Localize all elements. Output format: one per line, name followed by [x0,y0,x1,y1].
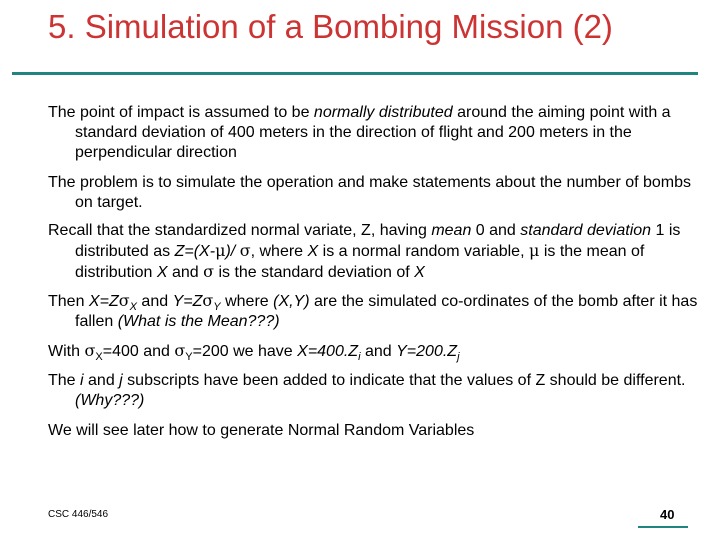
text: The point of impact is assumed to be [48,104,314,121]
subscript-y: Y [213,301,221,314]
text: and [136,293,173,310]
course-code: CSC 446/546 [48,509,109,520]
sigma-symbol: σ [118,291,130,310]
sigma-symbol: σ [174,341,186,360]
sigma-symbol: σ [84,341,96,360]
emphasis-mean: mean [431,222,472,239]
paragraph-subscripts [48,371,708,411]
text: Then [48,293,89,310]
question-mean: (What is the Mean???) [117,313,280,330]
page-number-underline [638,526,688,528]
formula-z-end: )/ [225,243,240,260]
subscript-i: i [358,351,361,364]
text: 0 and [471,222,521,239]
paragraph-impact-distribution [48,103,708,163]
text: are the simulated co-ordinates of the bomb after it has fallen [75,293,698,330]
text: =200 we have [192,343,298,360]
subscript-j: j [457,351,460,364]
formula-z: Z=(X- [174,243,216,260]
var-xy: (X,Y) [273,293,310,310]
subscript-x: X [129,301,137,314]
paragraph-generate-normal: We will see later how to generate Normal Random Variables [48,422,475,439]
text: and [167,264,204,281]
var-i: i [80,372,84,389]
formula-y-200: Y=200.Z [396,343,458,360]
paragraph-problem-statement: The problem is to simulate the operation and make statements about the number of bombs on target. [48,174,692,211]
formula-x: X=Z [88,293,119,310]
paragraph-coordinates [48,291,708,332]
var-x: X [307,243,319,260]
mu-symbol: μ [215,241,226,260]
sigma-symbol: σ [239,241,251,260]
text: is the standard deviation of [214,264,415,281]
subscript-y: Y [185,351,193,364]
text: , where [250,243,308,260]
text: and [83,372,120,389]
text: subscripts have been added to indicate that the values of Z should be different. [122,372,686,389]
text: where [220,293,274,310]
text: With [48,343,85,360]
sigma-symbol: σ [202,291,214,310]
paragraph-with-sigmas [48,341,460,362]
var-x: X [414,264,425,281]
sigma-symbol: σ [203,262,215,281]
slide-title: 5. Simulation of a Bombing Mission (2) [48,8,613,45]
text: 1 is distributed as [75,222,681,260]
paragraph-standard-normal [48,221,708,283]
text: is a normal random variable, [318,243,529,260]
text: and [360,343,397,360]
text: =400 and [102,343,175,360]
text: The [48,372,81,389]
var-j: j [119,372,123,389]
title-divider [12,72,698,75]
text: Recall that the standardized normal variate, Z, having [48,222,432,239]
formula-x-400: X=400.Z [297,343,359,360]
subscript-x: X [95,351,103,364]
var-x: X [156,264,168,281]
text: around the aiming point with a standard deviation of 400 meters in the direction of flight and 200 meters in the perpendicular direction [75,104,671,161]
formula-y: Y=Z [172,293,203,310]
emphasis-standard-deviation: standard deviation [520,222,652,239]
mu-symbol: μ [528,241,540,260]
page-number: 40 [660,507,675,522]
question-why: (Why???) [75,392,145,409]
text: is the mean of distribution [75,243,645,281]
emphasis-normally-distributed: normally distributed [313,104,453,121]
